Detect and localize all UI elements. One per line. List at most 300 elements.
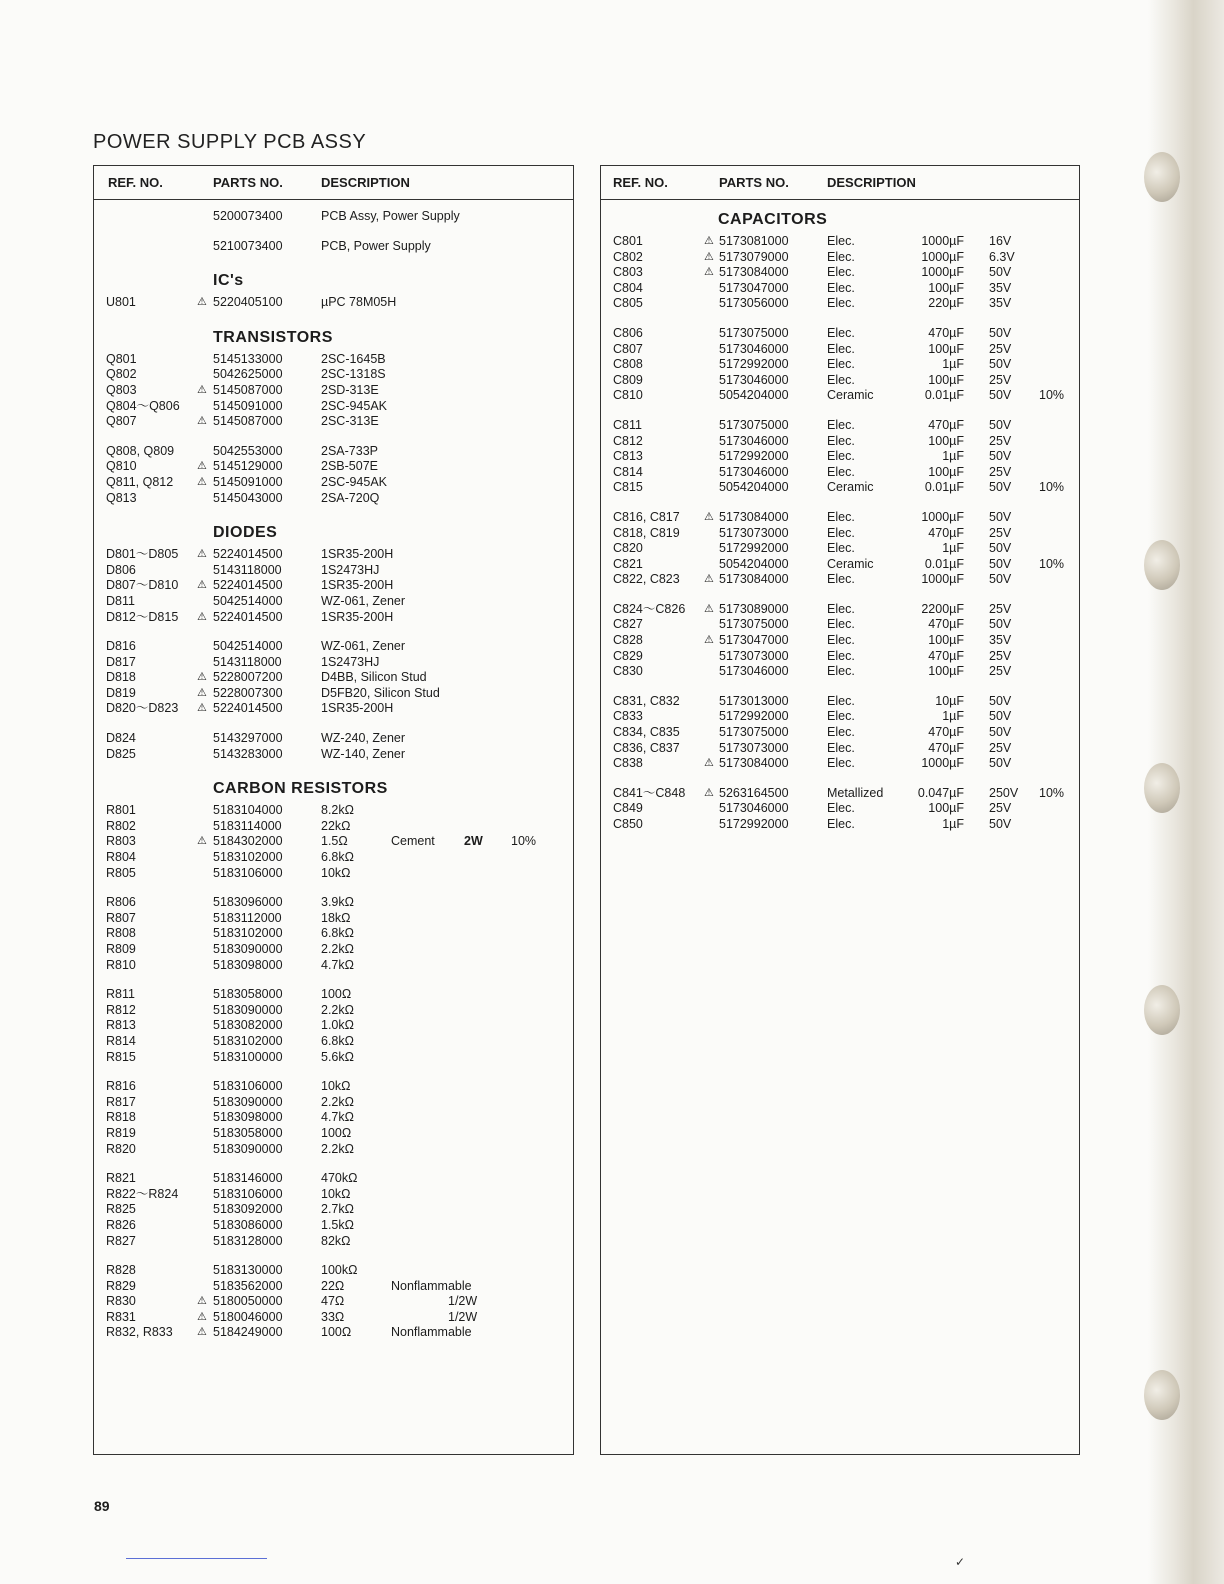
table-row: [94, 1187, 573, 1203]
cap-voltage: 25V: [989, 601, 1012, 616]
parts-no: 5183090000: [213, 1141, 283, 1156]
table-row: [94, 444, 573, 460]
description: 1SR35-200H: [321, 547, 394, 562]
cap-value: 1µF: [942, 817, 964, 831]
ref-no: C809: [613, 372, 643, 387]
description: 2SA-720Q: [321, 490, 380, 505]
safety-warning-icon: ⚠: [704, 634, 714, 647]
cap-type: Elec.: [827, 234, 855, 248]
description: 3.9kΩ: [321, 895, 354, 910]
description: 2SC-313E: [321, 414, 379, 429]
cap-type: Elec.: [827, 509, 855, 524]
table-row: [94, 295, 573, 311]
parts-no: 5183128000: [213, 1233, 283, 1248]
ref-no: R814: [106, 1033, 136, 1048]
parts-section: [601, 209, 1079, 833]
parts-no: 5172992000: [719, 541, 789, 556]
parts-no: 5173056000: [719, 296, 789, 311]
cap-type: Elec.: [827, 296, 855, 311]
parts-section: [94, 327, 573, 506]
table-row: [94, 239, 573, 255]
description: 10kΩ: [321, 865, 351, 880]
section-heading: IC's: [213, 272, 244, 290]
binder-hole: [1144, 1370, 1180, 1420]
ref-no: C822, C823: [613, 572, 680, 587]
cap-type: Elec.: [827, 801, 855, 816]
tolerance: 10%: [1039, 556, 1065, 571]
description: 10kΩ: [321, 1079, 351, 1094]
table-row: [94, 547, 573, 563]
cap-value: 470µF: [928, 740, 964, 755]
parts-no: 5173047000: [719, 280, 789, 295]
ref-no: D811: [106, 593, 135, 608]
description: 100kΩ: [321, 1263, 358, 1278]
parts-no: 5172992000: [719, 449, 789, 464]
description: 2.2kΩ: [321, 942, 354, 956]
parts-no: 5173047000: [719, 633, 789, 648]
parts-group: [601, 234, 1079, 312]
safety-warning-icon: ⚠: [197, 460, 207, 473]
description: 5.6kΩ: [321, 1049, 354, 1064]
description: WZ-140, Zener: [321, 746, 406, 761]
parts-group: [601, 418, 1079, 496]
ref-no: C821: [613, 556, 643, 571]
description: 1.0kΩ: [321, 1018, 354, 1033]
safety-warning-icon: ⚠: [197, 671, 207, 684]
parts-no: 5145087000: [213, 382, 283, 397]
table-row: [94, 701, 573, 717]
table-row: [94, 731, 573, 747]
table-row: [94, 655, 573, 671]
parts-no: 5145091000: [213, 474, 283, 489]
cap-value: 1000µF: [921, 572, 964, 587]
cap-voltage: 25V: [989, 341, 1012, 356]
table-row: [601, 526, 1079, 542]
ref-no: R808: [106, 926, 136, 941]
header-parts: PARTS NO.: [719, 175, 789, 190]
table-row: [94, 1279, 573, 1295]
cap-type: Elec.: [827, 725, 855, 740]
cap-value: 1µF: [942, 449, 964, 464]
cap-value: 1000µF: [921, 756, 964, 771]
description: 47Ω: [321, 1294, 345, 1309]
ref-no: Q804～Q806: [106, 398, 180, 413]
table-row: [94, 1310, 573, 1326]
binder-hole: [1144, 985, 1180, 1035]
ref-no: C828: [613, 633, 643, 648]
cap-value: 1µF: [942, 357, 964, 372]
parts-no: 5173046000: [719, 801, 789, 816]
table-row: [94, 1218, 573, 1234]
parts-no: 5183102000: [213, 926, 283, 941]
ref-no: C803: [613, 265, 643, 280]
parts-no: 5173073000: [719, 648, 789, 663]
ref-no: C813: [613, 449, 643, 464]
parts-no: 5173046000: [719, 372, 789, 387]
table-row: [601, 664, 1079, 680]
cap-type: Elec.: [827, 449, 855, 464]
parts-no: 5228007300: [213, 685, 283, 700]
ref-no: R807: [106, 910, 136, 925]
ref-no: D825: [106, 746, 136, 761]
parts-no: 5173075000: [719, 325, 789, 340]
safety-warning-icon: ⚠: [197, 548, 207, 561]
parts-group: [94, 987, 573, 1065]
table-row: [94, 414, 573, 430]
ref-no: R811: [106, 987, 135, 1002]
cap-value: 0.047µF: [917, 785, 964, 800]
parts-no: 5183562000: [213, 1278, 283, 1293]
parts-no: 5183086000: [213, 1217, 283, 1232]
cap-voltage: 50V: [989, 693, 1012, 708]
description: WZ-240, Zener: [321, 731, 406, 746]
parts-no: 5173046000: [719, 464, 789, 479]
ref-no: R815: [106, 1049, 136, 1064]
cap-voltage: 25V: [989, 464, 1012, 479]
parts-section: [94, 270, 573, 311]
cap-type: Elec.: [827, 541, 855, 556]
cap-voltage: 50V: [989, 325, 1012, 340]
safety-warning-icon: ⚠: [197, 610, 207, 623]
header-desc: DESCRIPTION: [827, 175, 916, 190]
wattage: 1/2W: [448, 1294, 478, 1309]
parts-no: 5183104000: [213, 803, 283, 818]
cap-voltage: 50V: [989, 709, 1012, 724]
ref-no: D816: [106, 639, 136, 654]
cap-voltage: 25V: [989, 664, 1012, 679]
ref-no: R805: [106, 865, 136, 880]
ref-no: C849: [613, 801, 643, 816]
table-row: [94, 1003, 573, 1019]
table-row: [94, 594, 573, 610]
description: 6.8kΩ: [321, 1033, 354, 1048]
cap-value: 100µF: [928, 664, 964, 679]
table-row: [601, 434, 1079, 450]
binder-hole: [1144, 152, 1180, 202]
cap-voltage: 50V: [989, 480, 1012, 495]
cap-value: 0.01µF: [924, 480, 964, 495]
parts-no: 5173073000: [719, 525, 789, 540]
cap-value: 1000µF: [921, 265, 964, 280]
cap-voltage: 16V: [989, 234, 1012, 248]
ref-no: Q811, Q812: [106, 474, 174, 489]
parts-no: 5173075000: [719, 417, 789, 432]
description: PCB Assy, Power Supply: [321, 209, 460, 223]
parts-no: 5183096000: [213, 895, 283, 910]
table-row: [601, 817, 1079, 833]
ref-no: R809: [106, 942, 136, 956]
cap-type: Elec.: [827, 525, 855, 540]
parts-group: [94, 352, 573, 430]
parts-group: [94, 547, 573, 625]
cap-type: Ceramic: [827, 388, 874, 403]
cap-value: 470µF: [928, 648, 964, 663]
safety-warning-icon: ⚠: [197, 835, 207, 848]
safety-warning-icon: ⚠: [197, 686, 207, 699]
ref-no: C814: [613, 464, 643, 479]
cap-value: 100µF: [928, 341, 964, 356]
parts-no: 5173084000: [719, 509, 789, 524]
parts-section: [94, 778, 573, 1341]
ref-no: R810: [106, 957, 136, 972]
table-row: [601, 541, 1079, 557]
parts-no: 5054204000: [719, 388, 789, 403]
ref-no: D820～D823: [106, 701, 179, 716]
description: 6.8kΩ: [321, 926, 354, 941]
cap-type: Elec.: [827, 740, 855, 755]
safety-warning-icon: ⚠: [704, 602, 714, 615]
ref-no: D807～D810: [106, 578, 179, 593]
description: 8.2kΩ: [321, 803, 354, 818]
safety-warning-icon: ⚠: [197, 1326, 207, 1339]
ref-no: C802: [613, 249, 643, 264]
ref-no: R806: [106, 895, 136, 910]
cap-type: Elec.: [827, 265, 855, 280]
ref-no: D824: [106, 731, 136, 746]
cap-type: Elec.: [827, 633, 855, 648]
parts-group: [601, 510, 1079, 588]
table-row: [601, 617, 1079, 633]
ref-no: C827: [613, 617, 643, 632]
header-ref: REF. NO.: [613, 175, 668, 190]
parts-group: [94, 895, 573, 973]
table-row: [601, 326, 1079, 342]
parts-group: [94, 239, 573, 255]
cap-voltage: 50V: [989, 556, 1012, 571]
parts-no: 5224014500: [213, 609, 283, 624]
safety-warning-icon: ⚠: [197, 383, 207, 396]
parts-no: 5173081000: [719, 234, 789, 248]
cap-type: Elec.: [827, 664, 855, 679]
ref-no: R818: [106, 1110, 136, 1125]
table-row: [601, 250, 1079, 266]
table-row: [601, 357, 1079, 373]
table-row: [94, 1142, 573, 1158]
description: 2.2kΩ: [321, 1002, 354, 1017]
table-row: [94, 686, 573, 702]
parts-table-right: [600, 165, 1080, 1455]
parts-group: [601, 786, 1079, 833]
parts-no: 5145133000: [213, 351, 283, 366]
parts-no: 5173046000: [719, 341, 789, 356]
ref-no: C834, C835: [613, 725, 680, 740]
table-row: [601, 786, 1079, 802]
parts-group: [94, 1263, 573, 1341]
ref-no: C830: [613, 664, 643, 679]
parts-no: 5183100000: [213, 1049, 283, 1064]
parts-no: 5173046000: [719, 664, 789, 679]
ref-no: C811: [613, 417, 642, 432]
table-row: [94, 352, 573, 368]
ref-no: Q813: [106, 490, 137, 505]
table-row: [94, 1294, 573, 1310]
ref-no: R830: [106, 1294, 136, 1309]
ref-no: C805: [613, 296, 643, 311]
parts-no: 5173013000: [719, 693, 789, 708]
ref-no: D819: [106, 685, 136, 700]
ref-no: R828: [106, 1263, 136, 1278]
safety-warning-icon: ⚠: [704, 266, 714, 279]
ref-no: C838: [613, 756, 643, 771]
table-row: [601, 265, 1079, 281]
cap-value: 2200µF: [921, 601, 964, 616]
cap-type: Elec.: [827, 341, 855, 356]
parts-no: 5173079000: [719, 249, 789, 264]
ref-no: C810: [613, 388, 643, 403]
table-row: [601, 465, 1079, 481]
cap-type: Elec.: [827, 417, 855, 432]
description-note: Nonflammable: [391, 1325, 472, 1340]
table-row: [94, 383, 573, 399]
cap-value: 470µF: [928, 617, 964, 632]
ref-no: R831: [106, 1309, 136, 1324]
safety-warning-icon: ⚠: [704, 235, 714, 247]
parts-no: 5183098000: [213, 1110, 283, 1125]
cap-type: Metallized: [827, 785, 884, 800]
table-row: [94, 1126, 573, 1142]
cap-type: Elec.: [827, 709, 855, 724]
description: 1SR35-200H: [321, 578, 394, 593]
description: 1SR35-200H: [321, 609, 394, 624]
tolerance: 10%: [1039, 785, 1065, 800]
table-row: [94, 747, 573, 763]
parts-group: [94, 295, 573, 311]
cap-voltage: 25V: [989, 372, 1012, 387]
ref-no: D806: [106, 562, 136, 577]
ref-no: C850: [613, 817, 643, 831]
safety-warning-icon: ⚠: [197, 296, 207, 309]
table-row: [94, 1234, 573, 1250]
parts-no: 5180046000: [213, 1309, 283, 1324]
page-number: 89: [94, 1498, 110, 1514]
parts-no: 5224014500: [213, 547, 283, 562]
parts-no: 5172992000: [719, 709, 789, 724]
cap-value: 10µF: [935, 693, 964, 708]
ref-no: Q810: [106, 459, 137, 474]
description-note: Cement: [391, 834, 435, 849]
ref-no: R829: [106, 1278, 136, 1293]
description: 4.7kΩ: [321, 957, 354, 972]
description: 1S2473HJ: [321, 654, 380, 669]
ref-no: R822～R824: [106, 1186, 179, 1201]
table-row: [94, 475, 573, 491]
table-row: [94, 670, 573, 686]
cap-value: 100µF: [928, 433, 964, 448]
parts-group: [94, 1079, 573, 1157]
ref-no: C841～C848: [613, 785, 686, 800]
parts-no: 5172992000: [719, 817, 789, 831]
parts-no: 5173073000: [719, 740, 789, 755]
ref-no: C836, C837: [613, 740, 680, 755]
table-row: [94, 1050, 573, 1066]
parts-no: 5183114000: [213, 818, 282, 833]
parts-no: 5183106000: [213, 865, 283, 880]
parts-no: 5145043000: [213, 490, 283, 505]
ref-no: R826: [106, 1217, 136, 1232]
parts-no: 5184249000: [213, 1325, 283, 1340]
ref-no: D818: [106, 670, 136, 685]
description: 1SR35-200H: [321, 701, 394, 716]
parts-no: 5220405100: [213, 295, 283, 310]
parts-no: 5183106000: [213, 1079, 283, 1094]
parts-no: 5183058000: [213, 1125, 283, 1140]
parts-no: 5183058000: [213, 987, 283, 1002]
parts-no: 5183090000: [213, 1002, 283, 1017]
cap-voltage: 35V: [989, 280, 1012, 295]
cap-value: 1000µF: [921, 249, 964, 264]
cap-type: Elec.: [827, 572, 855, 587]
table-row: [94, 209, 573, 225]
table-row: [601, 449, 1079, 465]
table-row: [94, 1034, 573, 1050]
cap-voltage: 50V: [989, 572, 1012, 587]
table-row: [94, 367, 573, 383]
parts-group: [94, 639, 573, 717]
section-heading: DIODES: [213, 524, 278, 542]
description: 22Ω: [321, 1278, 345, 1293]
cap-type: Ceramic: [827, 480, 874, 495]
table-row: [94, 958, 573, 974]
cap-voltage: 50V: [989, 449, 1012, 464]
cap-value: 220µF: [928, 296, 964, 311]
parts-section: [94, 209, 573, 254]
cap-type: Elec.: [827, 357, 855, 372]
safety-warning-icon: ⚠: [704, 757, 714, 770]
description: WZ-061, Zener: [321, 593, 406, 608]
description: 2SC-1318S: [321, 367, 386, 382]
table-row: [601, 649, 1079, 665]
tolerance: 10%: [1039, 480, 1065, 495]
cap-voltage: 50V: [989, 617, 1012, 632]
cap-value: 1000µF: [921, 509, 964, 524]
cap-value: 100µF: [928, 801, 964, 816]
table-row: [94, 459, 573, 475]
parts-group: [601, 326, 1079, 404]
parts-no: 5042514000: [213, 593, 283, 608]
description: 100Ω: [321, 987, 352, 1002]
description: 100Ω: [321, 1125, 352, 1140]
table-row: [94, 819, 573, 835]
ref-no: C816, C817: [613, 509, 680, 524]
footer-underline: [126, 1558, 267, 1559]
description: 2SC-945AK: [321, 398, 388, 413]
parts-no: 5184302000: [213, 834, 283, 849]
parts-no: 5054204000: [719, 480, 789, 495]
cap-voltage: 35V: [989, 296, 1012, 311]
parts-no: 5173084000: [719, 756, 789, 771]
ref-no: C808: [613, 357, 643, 372]
ref-no: U801: [106, 295, 136, 310]
parts-group: [94, 444, 573, 506]
ref-no: C801: [613, 234, 643, 248]
table-row: [601, 602, 1079, 618]
parts-no: 5210073400: [213, 238, 283, 253]
cap-voltage: 25V: [989, 801, 1012, 816]
description: 18kΩ: [321, 910, 351, 925]
safety-warning-icon: ⚠: [704, 786, 714, 799]
table-row: [94, 491, 573, 507]
parts-no: 5173084000: [719, 265, 789, 280]
header-ref: REF. NO.: [108, 175, 163, 190]
parts-no: 5143118000: [213, 562, 282, 577]
header-desc: DESCRIPTION: [321, 175, 410, 190]
cap-voltage: 50V: [989, 265, 1012, 280]
parts-no: 5143118000: [213, 654, 282, 669]
parts-no: 5183130000: [213, 1263, 283, 1278]
ref-no: R803: [106, 834, 136, 849]
safety-warning-icon: ⚠: [197, 1295, 207, 1308]
cap-value: 470µF: [928, 525, 964, 540]
